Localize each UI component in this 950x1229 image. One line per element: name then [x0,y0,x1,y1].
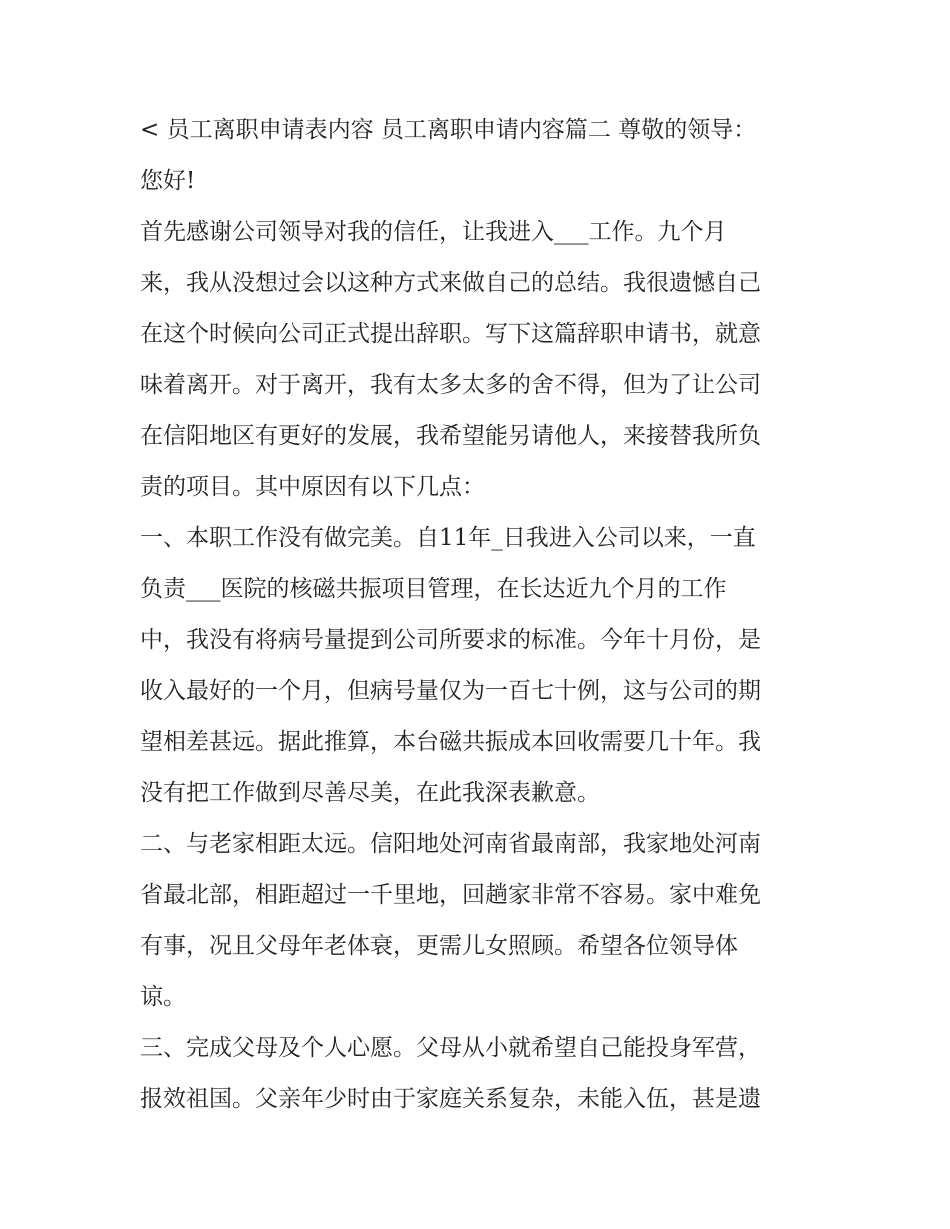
text-line: 负责___医院的核磁共振项目管理，在长达近九个月的工作 [140,576,727,602]
text-line: 谅。 [140,984,186,1010]
text-line: 有事，况且父母年老体衰，更需儿女照顾。希望各位领导体 [140,933,738,959]
text-line: 报效祖国。父亲年少时由于家庭关系复杂，未能入伍，甚是遗 [140,1086,761,1112]
text-line: 在信阳地区有更好的发展，我希望能另请他人，来接替我所负 [140,423,761,449]
text-line: 望相差甚远。据此推算，本台磁共振成本回收需要几十年。我 [140,729,761,755]
text-line: 三、完成父母及个人心愿。父母从小就希望自己能投身军营， [140,1035,761,1061]
text-line: 收入最好的一个月，但病号量仅为一百七十例，这与公司的期 [140,678,761,704]
text-line: < 员工离职申请表内容 员工离职申请内容篇二 尊敬的领导： [140,117,757,143]
text-line: 您好! [140,168,196,194]
text-line: 一、本职工作没有做完美。自11年_日我进入公司以来，一直 [140,525,756,551]
text-line: 来，我从没想过会以这种方式来做自己的总结。我很遗憾自己 [140,270,761,296]
text-line: 在这个时候向公司正式提出辞职。写下这篇辞职申请书，就意 [140,321,761,347]
text-line: 首先感谢公司领导对我的信任，让我进入___工作。九个月 [140,219,727,245]
text-line: 省最北部，相距超过一千里地，回趟家非常不容易。家中难免 [140,882,761,908]
text-line: 味着离开。对于离开，我有太多太多的舍不得，但为了让公司 [140,372,761,398]
document-body [140,105,820,1125]
text-line: 二、与老家相距太远。信阳地处河南省最南部，我家地处河南 [140,831,761,857]
text-line: 中，我没有将病号量提到公司所要求的标准。今年十月份，是 [140,627,761,653]
text-line: 没有把工作做到尽善尽美，在此我深表歉意。 [140,780,600,806]
text-line: 责的项目。其中原因有以下几点： [140,474,485,500]
